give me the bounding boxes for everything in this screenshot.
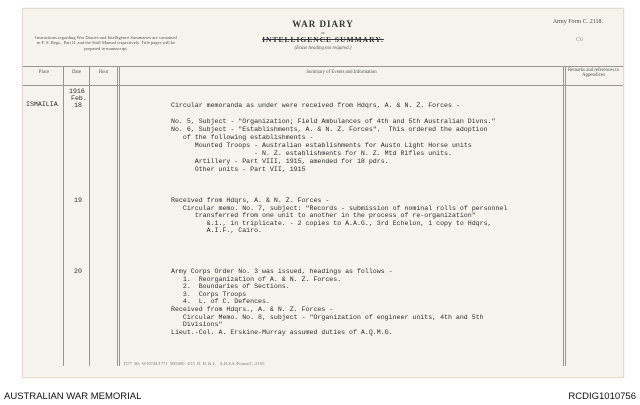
- entry-place: ISMAILIA: [26, 101, 58, 108]
- entry-block-19: [171, 197, 507, 235]
- summary-line: Army Corps Order No. 3 was issued, headings as follows -: [171, 268, 393, 275]
- form-number: Army Form C. 2118.: [552, 19, 603, 25]
- entry-date-20: 20: [74, 268, 82, 275]
- summary-line: Circular memoranda as under were received from Hdqrs, A. & N. Z. Forces -: [171, 102, 460, 109]
- summary-line: [171, 110, 495, 118]
- summary-line: Mounted Troops - Australian establishments for Austn Light Horse units: [171, 142, 472, 149]
- header-bottom-rule: [23, 85, 623, 86]
- diary-page: [22, 8, 624, 378]
- entry-date-19: 19: [74, 197, 82, 204]
- entry-month: Feb.: [71, 95, 87, 102]
- entry-block-18: [171, 102, 495, 174]
- summary-line: 3. Corps Troops: [171, 290, 247, 298]
- column-divider-summary: [563, 66, 566, 366]
- summary-line: Divisions": [171, 321, 223, 329]
- title-subtitle: (Erase heading not required.): [294, 46, 352, 51]
- entry-date-18: 18: [74, 102, 82, 109]
- summary-line: Circular Memo. No. 8, subject - "Organization of engineer units, 4th and 5th: [171, 313, 484, 321]
- printer-imprint: 1577 Wt. W10742/1771 500,000 4/15 D. D. & L. A.D.S.S./Forms/C. 2118.: [123, 361, 265, 366]
- column-divider-date: [89, 66, 90, 366]
- archive-caption: AUSTRALIAN WAR MEMORIAL: [4, 391, 142, 402]
- summary-line: Artillery - Part VIII, 1915, amended for 18 pdrs.: [171, 158, 389, 165]
- instructions-note: Instructions regarding War Diaries and Intelligence Summaries are contained in F. S. Regs., Part II. and the Staff Manual respectively. Title pages will be prepared in manuscript.: [35, 35, 177, 51]
- column-divider-place: [63, 66, 64, 366]
- entry-block-20: [171, 268, 484, 336]
- summary-line: No. 5, Subject - "Organization; Field Ambulances of 4th and 5th Australian Divns.": [171, 118, 496, 125]
- page-title: WAR DIARY: [292, 19, 354, 29]
- summary-line: Received from Hdqrs., A. & N. Z. Forces -: [171, 305, 334, 313]
- summary-line: of the following establishments -: [171, 134, 314, 141]
- record-id: RCDIG1010756: [568, 391, 636, 402]
- summary-line: transferred from one unit to another in the process of re-organization": [171, 212, 476, 220]
- column-head-place: Place: [38, 70, 50, 75]
- column-head-date: Date: [71, 70, 82, 75]
- summary-line: Other units - Part VII, 1915: [171, 166, 306, 173]
- summary-line: 2. Boundaries of Sections.: [171, 283, 290, 291]
- entry-year: 1916: [69, 88, 85, 95]
- summary-line: 4. L. of C. Defences.: [171, 298, 270, 306]
- summary-line: Received from Hdqrs, A. & N. Z. Forces -: [171, 197, 330, 204]
- column-head-summary: Summary of Events and Information: [306, 70, 377, 75]
- column-divider-hour: [117, 66, 120, 366]
- header-top-rule: [23, 66, 623, 67]
- pencil-mark: C6: [575, 37, 583, 43]
- column-head-remarks: Remarks and references to Appendices: [567, 68, 619, 78]
- summary-line: A.I.F., Cairo.: [171, 227, 263, 235]
- summary-line: Lieut.-Col. A. Erskine-Murray assumed duties of A.Q.M.G.: [171, 328, 393, 336]
- summary-title: INTELLIGENCE SUMMARY.: [262, 35, 384, 44]
- summary-line: &.1., in triplicate. - 2 copies to A.A.G., 3rd Echelon, 1 copy to Hdqrs,: [171, 219, 492, 227]
- summary-line: No. 6, Subject - "Establishments, A. & N. Z. Forces". This ordered the adoption: [171, 126, 488, 133]
- summary-line: 1. Reorganization of A. & N. Z. Forces.: [171, 275, 342, 283]
- summary-line: Circular memo. No. 7, subject: "Records - submission of nominal rolls of personnel: [171, 204, 508, 212]
- title-or: or: [321, 30, 325, 35]
- column-head-hour: Hour: [98, 70, 109, 75]
- summary-line: - N. Z. establishments for N. Z. Mtd Rifles units.: [171, 150, 452, 157]
